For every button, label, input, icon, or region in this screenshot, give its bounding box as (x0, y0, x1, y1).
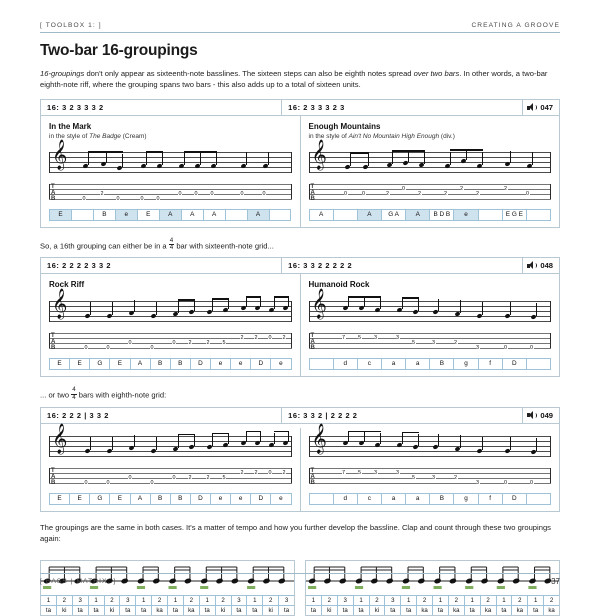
count-syllable-cell: ki (370, 606, 386, 615)
note-cell: E (69, 358, 89, 370)
intro-paragraph (40, 68, 560, 90)
count-syllable-cell: ta (136, 606, 152, 615)
count-number-cell: 3 (338, 596, 354, 605)
title-left (41, 274, 300, 293)
count-syllable-cell: ka (512, 606, 528, 615)
note-cell: f (478, 493, 502, 505)
count-number-cell: 3 (284, 597, 289, 605)
count-number-cell: 1 (168, 596, 184, 605)
grouping-label-right: 16: 3 3 2 | 2 2 2 2 (281, 408, 522, 423)
running-head-left: [ TOOLBOX 1: ] (40, 22, 102, 29)
count-number-cell: 2 (57, 596, 73, 605)
count-syllable-cell: ta (338, 606, 354, 615)
note-cell: D (250, 493, 270, 505)
grouping-label-left: 16: 3 2 3 3 3 2 (47, 103, 104, 113)
count-number-cell: 2 (216, 596, 232, 605)
note-cell: E (69, 493, 89, 505)
note-cell: E G E (502, 209, 526, 221)
outro-paragraph: The groupings are the same in both cases. It's a matter of tempo and how you further develop the bassline. Clap and count through these two groupings again: (40, 522, 551, 544)
note-cell: A (405, 209, 429, 221)
count-syllable-cell: ta (465, 606, 481, 615)
count-syllable-cell: ka (417, 606, 433, 615)
note-cell (526, 209, 551, 221)
staff-left (49, 423, 292, 464)
clef-icon: 𝄞 (52, 423, 68, 454)
note-cell: e (210, 493, 230, 505)
count-syllable-cell: ta (232, 606, 248, 615)
note-name-row-right (309, 209, 552, 221)
note-cell: B (170, 358, 190, 370)
notation-right (300, 289, 560, 376)
note-cell: D (502, 358, 526, 370)
track-marker (522, 408, 559, 423)
count-number-cell: 1 (433, 596, 449, 605)
count-syllable-cell: ta (401, 606, 417, 615)
count-number-cell: 2 (105, 596, 121, 605)
caption-one: So, a 16th grouping can either be in a $\frac{4}{4}$ bar with sixteenth-note grid... (40, 236, 274, 252)
count-numbers-left (41, 595, 294, 605)
count-number-cell: 1 (465, 596, 481, 605)
tablature-right: T A B 7 5 3 3 5 3 2 3 0 0 (309, 465, 552, 491)
page-number: 37 (551, 577, 560, 586)
count-number-cell: 2 (481, 596, 497, 605)
count-number-cell: 2 (152, 596, 168, 605)
note-cell: d (333, 358, 357, 370)
count-syllable-cell: ka (449, 606, 465, 615)
count-number-cell: 1 (89, 596, 105, 605)
note-cell: A (130, 358, 150, 370)
count-number-cell: 2 (512, 596, 528, 605)
count-number-cell: 1 (247, 596, 263, 605)
count-number-cell: 1 (200, 596, 216, 605)
count-syllable-cell: ki (322, 606, 338, 615)
grouping-label-right: 16: 3 3 2 2 2 2 2 (281, 258, 522, 273)
example-style: in the style of Ain't No Mountain High Enough (div.) (308, 132, 455, 140)
count-number-cell: 2 (549, 597, 554, 605)
count-syllable-cell: ta (73, 606, 89, 615)
note-cell: g (453, 358, 477, 370)
count-number-cell: 1 (136, 596, 152, 605)
note-cell: B (170, 493, 190, 505)
track-number: 049 (540, 410, 554, 420)
grouping-label-right: 16: 2 3 3 3 2 3 (281, 100, 522, 115)
caption-two: ... or two $\frac{4}{4}$ bars with eighth-note grid: (40, 386, 167, 401)
count-number-cell: 3 (232, 596, 248, 605)
note-cell: a (381, 493, 405, 505)
title-left (41, 116, 300, 144)
example-header (41, 408, 559, 424)
note-cell: A (309, 209, 333, 221)
count-syllable-cell: ta (306, 606, 322, 615)
example-titles (41, 116, 559, 144)
note-cell: E (109, 493, 129, 505)
track-number: 048 (540, 261, 554, 271)
note-cell: E (137, 209, 159, 221)
speaker-icon (527, 103, 536, 112)
count-number-cell: 3 (385, 596, 401, 605)
example-titles (41, 274, 559, 293)
note-cell: g (453, 493, 477, 505)
running-foot (40, 573, 560, 586)
note-cell: G (89, 358, 109, 370)
count-syllable-cell: ta (433, 606, 449, 615)
track-number: 047 (540, 103, 554, 113)
staff-left (49, 289, 292, 329)
intro-text: don't only appear as sixteenth-note basslines. The sixteen steps can also be eighth notes spread over two bars. In other words, a two-bar eighth-note riff, where the grouping spans two bars - this also adds up to a total of sixteen units. (40, 69, 548, 90)
count-syllable-cell: ka (548, 607, 555, 615)
example-block-048 (40, 257, 560, 377)
note-cell: a (405, 493, 429, 505)
note-cell: E (49, 209, 71, 221)
speaker-icon (527, 261, 536, 270)
time-signature: $\frac{4}{4}$ (72, 386, 76, 401)
note-cell: e (230, 358, 250, 370)
track-marker (522, 258, 559, 273)
note-cell: a (405, 358, 429, 370)
example-header (41, 258, 559, 274)
note-name-row-left (49, 209, 292, 221)
tablature-left: T A B 0 0 0 0 0 2 2 5 2 2 0 2 (49, 465, 292, 491)
note-cell: e (230, 493, 250, 505)
count-syllable-cell: ta (354, 606, 370, 615)
staff-left (49, 139, 292, 180)
note-cell: D (190, 358, 210, 370)
note-cell (269, 209, 292, 221)
count-number-cell: 2 (263, 596, 279, 605)
example-block-049 (40, 407, 560, 512)
count-syllable-cell: ta (200, 606, 216, 615)
clef-icon: 𝄞 (311, 423, 327, 454)
note-name-row-right (309, 358, 552, 370)
note-cell: c (357, 358, 381, 370)
count-number-cell: 2 (417, 596, 433, 605)
note-cell: D (502, 493, 526, 505)
note-cell (309, 493, 333, 505)
note-cell: B (429, 493, 453, 505)
intro-term: 16-groupings (40, 69, 85, 78)
count-number-cell: 3 (120, 596, 136, 605)
note-cell: B (429, 358, 453, 370)
grouping-label-left: 16: 2 2 2 | 3 3 2 (47, 410, 109, 420)
count-number-cell: 2 (449, 596, 465, 605)
count-syllable-cell: ka (184, 606, 200, 615)
speaker-icon (527, 411, 536, 420)
count-number-cell: 1 (401, 596, 417, 605)
running-head-right: CREATING A GROOVE (471, 22, 560, 29)
clef-icon: 𝄞 (311, 289, 327, 320)
note-cell: A (130, 493, 150, 505)
note-cell: a (381, 358, 405, 370)
note-cell: E (49, 358, 69, 370)
example-name: Humanoid Rock (308, 280, 370, 290)
note-cell (309, 358, 333, 370)
note-cell (526, 358, 551, 370)
clef-icon: 𝄞 (52, 289, 68, 320)
page-title: Two-bar 16-groupings (40, 42, 198, 59)
count-number-cell: 3 (73, 596, 89, 605)
notation-left (41, 423, 300, 511)
tablature-left: T A B 0 0 0 0 0 2 2 5 2 2 0 2 (49, 330, 292, 356)
time-signature: $\frac{4}{4}$ (169, 236, 174, 252)
note-cell: B D B (429, 209, 453, 221)
note-cell (225, 209, 247, 221)
count-syllable-cell: ka (481, 606, 497, 615)
note-cell: B (150, 358, 170, 370)
notation-right (300, 423, 560, 511)
staff-right (309, 289, 552, 329)
count-number-cell: 2 (370, 596, 386, 605)
note-cell: e (270, 358, 291, 370)
count-syllable-cell: ta (247, 606, 263, 615)
note-cell: A (357, 209, 381, 221)
notation-left (41, 139, 300, 227)
note-cell: D (190, 493, 210, 505)
example-name: In the Mark (49, 122, 92, 132)
count-number-cell: 2 (184, 596, 200, 605)
notation-right (300, 139, 560, 227)
staff-right (309, 139, 552, 180)
note-cell: e (115, 209, 137, 221)
note-cell: e (210, 358, 230, 370)
note-cell: G (89, 493, 109, 505)
count-syllable-cell: ki (57, 606, 73, 615)
note-cell: A (203, 209, 225, 221)
count-number-cell: 2 (322, 596, 338, 605)
staff-right (309, 423, 552, 464)
count-syllable-cell: ta (168, 606, 184, 615)
count-syllables-right (306, 605, 559, 615)
clap-count-left (40, 560, 295, 616)
count-syllable-cell: ta (497, 606, 513, 615)
note-cell (71, 209, 93, 221)
example-name: Rock Riff (49, 280, 85, 290)
count-syllable-cell: ta (41, 606, 57, 615)
example-header (41, 100, 559, 116)
grouping-label-left: 16: 2 2 2 2 3 3 2 (47, 261, 112, 271)
note-cell: A (159, 209, 181, 221)
example-notation (41, 289, 559, 376)
tablature-left: T A B 0 2 0 0 0 0 0 0 0 0 (49, 181, 292, 207)
example-notation (41, 424, 559, 511)
count-number-cell: 1 (354, 596, 370, 605)
note-cell: d (333, 493, 357, 505)
clef-icon: 𝄞 (52, 139, 68, 170)
clap-count-right (305, 560, 560, 616)
count-syllable-cell: ta (385, 606, 401, 615)
count-number-cell: 1 (497, 596, 513, 605)
example-style: in the style of The Badge (Cream) (49, 132, 147, 140)
notation-left (41, 289, 300, 376)
count-syllable-cell: ki (105, 606, 121, 615)
clef-icon: 𝄞 (311, 139, 327, 170)
count-syllable-cell: ki (216, 606, 232, 615)
tablature-right: T A B 0 0 2 0 2 2 2 2 2 0 (309, 181, 552, 207)
example-notation (41, 139, 559, 227)
title-right (300, 274, 560, 293)
title-right (300, 116, 560, 144)
count-syllable-cell: ta (89, 606, 105, 615)
tablature-right: T A B 7 5 3 3 5 3 2 3 0 0 (309, 330, 552, 356)
note-cell: B (150, 493, 170, 505)
note-cell: E (49, 493, 69, 505)
count-number-cell: 1 (306, 596, 322, 605)
note-cell: E (109, 358, 129, 370)
note-name-row-left (49, 358, 292, 370)
note-name-row-left (49, 493, 292, 505)
note-cell: B (93, 209, 115, 221)
count-syllable-cell: ta (120, 606, 136, 615)
example-name: Enough Mountains (308, 122, 381, 132)
note-cell (333, 209, 357, 221)
example-block-047 (40, 99, 560, 228)
note-name-row-right (309, 493, 552, 505)
running-foot-left: [ BASS | MATRIX: ] (40, 578, 117, 585)
count-numbers-right (306, 595, 559, 605)
note-cell: e (453, 209, 477, 221)
note-cell (478, 209, 502, 221)
count-syllable-cell: ta (528, 606, 544, 615)
count-syllable-cell: ta (284, 607, 290, 615)
count-syllable-cell: ka (152, 606, 168, 615)
count-number-cell: 1 (41, 596, 57, 605)
count-syllable-cell: ki (263, 606, 279, 615)
note-cell: e (270, 493, 291, 505)
count-number-cell: 1 (528, 596, 544, 605)
running-head (40, 22, 560, 33)
note-cell (526, 493, 551, 505)
note-cell: A (181, 209, 203, 221)
note-cell: A (247, 209, 269, 221)
count-syllables-left (41, 605, 294, 615)
note-cell: f (478, 358, 502, 370)
track-marker (522, 100, 559, 115)
note-cell: D (250, 358, 270, 370)
note-cell: c (357, 493, 381, 505)
note-cell: G A (381, 209, 405, 221)
